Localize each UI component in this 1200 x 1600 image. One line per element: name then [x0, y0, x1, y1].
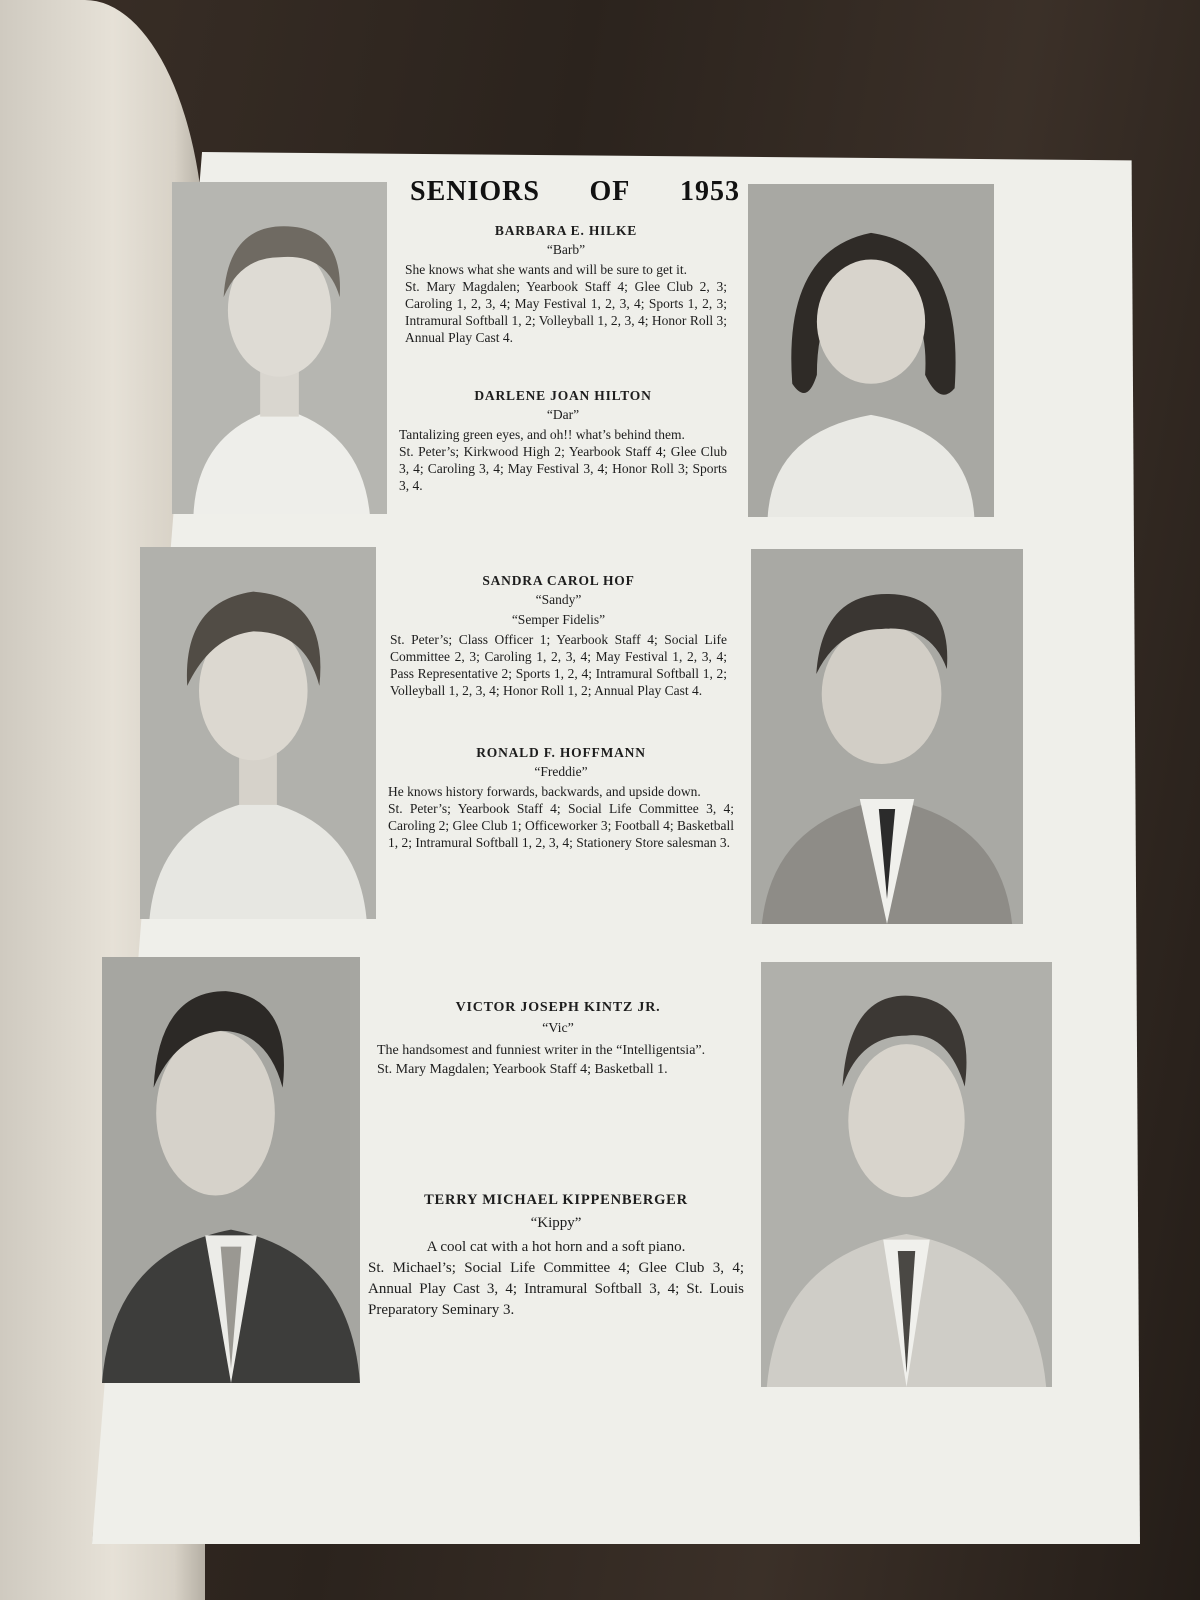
- senior-activities: St. Mary Magdalen; Yearbook Staff 4; Glee Club 2, 3; Caroling 1, 2, 3, 4; May Festival 1, 2, 3, 4; Sports 1, 2, 3; Intramural Softball 1, 2; Volleyball 1, 2, 3, 4; Honor Roll 3; Annual Play Cast 4.: [405, 279, 727, 345]
- senior-description: Tantalizing green eyes, and oh!! what’s behind them.: [399, 427, 685, 442]
- senior-activities: St. Peter’s; Kirkwood High 2; Yearbook Staff 4; Glee Club 3, 4; Caroling 3, 4; May Festival 3, 4; Honor Roll 3; Sports 3, 4.: [399, 444, 727, 493]
- senior-description: He knows history forwards, backwards, and upside down.: [388, 784, 701, 799]
- senior-activities: St. Michael’s; Social Life Committee 4; Glee Club 3, 4; Annual Play Cast 3, 4; Intramural Softball 3, 4; St. Louis Preparatory Seminary 3.: [368, 1260, 744, 1318]
- senior-name: DARLENE JOAN HILTON: [474, 388, 652, 403]
- portrait-photo-darlene-hilton: [748, 184, 994, 517]
- senior-nickname: “Kippy”: [530, 1215, 582, 1231]
- senior-name: TERRY MICHAEL KIPPENBERGER: [424, 1192, 688, 1208]
- senior-description: A cool cat with a hot horn and a soft piano.: [426, 1239, 686, 1255]
- senior-entry-darlene-hilton: [399, 387, 727, 514]
- portrait-photo-terry-kippenberger: [761, 962, 1052, 1387]
- senior-entry-ronald-hoffmann: [388, 744, 734, 871]
- senior-nickname: “Sandy”: [535, 592, 582, 607]
- senior-name: VICTOR JOSEPH KINTZ JR.: [455, 1000, 661, 1015]
- senior-activities: St. Peter’s; Class Officer 1; Yearbook Staff 4; Social Life Committee 2, 3; Caroling 1, 2, 3, 4; May Festival 1, 2, 3, 4; Pass Representative 2; Sports 1, 2, 4; Intramural Softball 1, 2; Volleyball 1, 2, 3, 4; Honor Roll 1, 2; Annual Play Cast 4.: [390, 632, 727, 698]
- title-word-seniors: SENIORS: [410, 176, 540, 207]
- senior-entry-barbara-hilke: [405, 222, 727, 366]
- senior-nickname: “Freddie”: [534, 764, 588, 779]
- senior-nickname: “Dar”: [546, 407, 580, 422]
- portrait-photo-barbara-hilke: [172, 182, 387, 514]
- portrait-photo-ronald-hoffmann: [751, 549, 1023, 924]
- title-word-of: OF: [589, 176, 631, 207]
- senior-nickname: “Vic”: [542, 1021, 574, 1036]
- senior-entry-victor-kintz: [377, 998, 739, 1099]
- senior-description: She knows what she wants and will be sure to get it.: [405, 262, 687, 277]
- senior-activities: St. Mary Magdalen; Yearbook Staff 4; Basketball 1.: [377, 1062, 668, 1077]
- senior-entry-terry-kippenberger: [368, 1190, 744, 1341]
- portrait-photo-sandra-hof: [140, 547, 376, 919]
- page-title: [410, 176, 740, 208]
- portrait-photo-victor-kintz: [102, 957, 360, 1383]
- senior-name: RONALD F. HOFFMANN: [476, 745, 646, 760]
- senior-description: The handsomest and funniest writer in the “Intelligentsia”.: [377, 1043, 706, 1058]
- senior-nickname: “Barb”: [546, 242, 586, 257]
- senior-name: SANDRA CAROL HOF: [482, 573, 635, 588]
- senior-activities: St. Peter’s; Yearbook Staff 4; Social Life Committee 3, 4; Caroling 2; Glee Club 1; Officeworker 3; Football 4; Basketball 1, 2; Intramural Softball 1, 2, 3, 4; Stationery Store salesman 3.: [388, 801, 734, 850]
- senior-motto: “Semper Fidelis”: [511, 612, 606, 627]
- senior-entry-sandra-hof: [390, 572, 727, 719]
- senior-name: BARBARA E. HILKE: [494, 223, 638, 238]
- title-year: 1953: [679, 176, 740, 207]
